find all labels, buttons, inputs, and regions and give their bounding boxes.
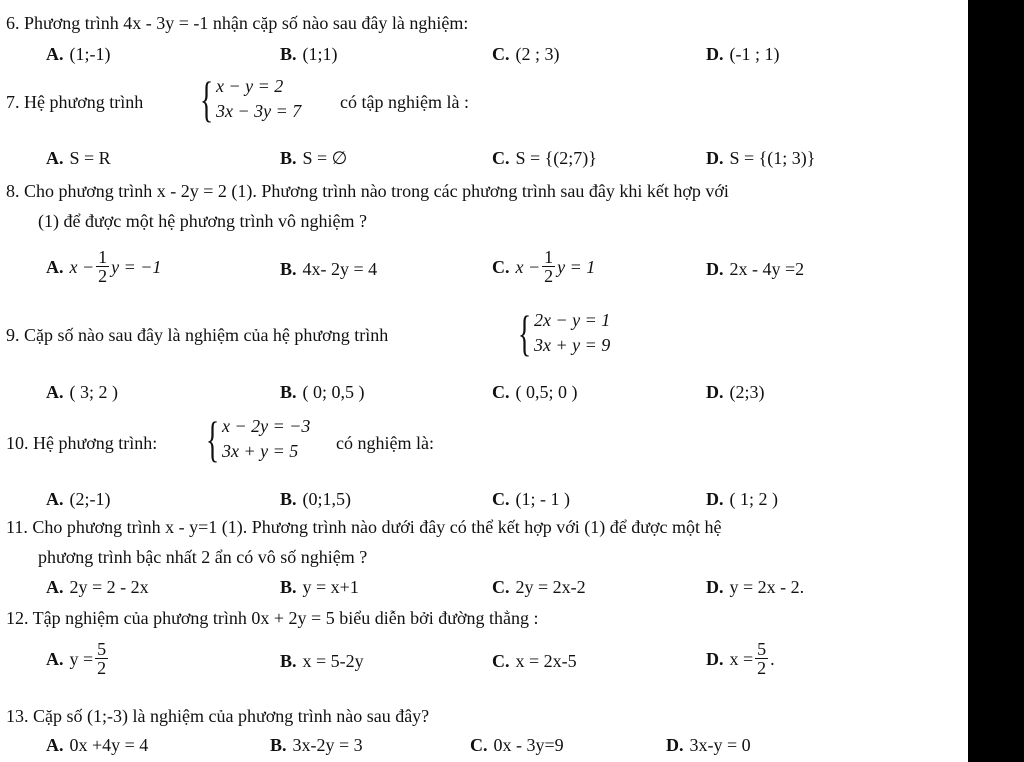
option-text: x = 2x-5	[515, 651, 577, 671]
q11-option-c[interactable]	[492, 576, 586, 598]
question-11-continued: phương trình bậc nhất 2 ẩn có vô số nghiệm ?	[38, 547, 368, 567]
option-text: S = {(1; 3)}	[729, 148, 816, 168]
option-text: (1; - 1 )	[515, 489, 570, 509]
q11-option-d[interactable]	[706, 576, 804, 598]
option-letter: C.	[492, 651, 510, 671]
expr-prefix: x −	[69, 256, 95, 277]
denominator: 2	[98, 266, 108, 286]
q9-option-d[interactable]	[706, 381, 765, 403]
option-letter: B.	[280, 382, 297, 402]
expr-prefix: x =	[729, 648, 754, 669]
expr-suffix: y = 1	[557, 256, 596, 277]
option-letter: A.	[46, 382, 64, 402]
fraction	[95, 640, 108, 677]
fraction	[542, 248, 555, 285]
option-text: 3x-y = 0	[689, 735, 751, 755]
equation-line: x − y = 2	[216, 76, 284, 96]
option-text: S = ∅	[302, 148, 348, 168]
question-11: 11. Cho phương trình x - y=1 (1). Phương trình nào dưới đây có thể kết hợp với (1) để được một hệ	[6, 517, 722, 537]
q10-option-b[interactable]	[280, 488, 351, 510]
option-text: 0x - 3y=9	[493, 735, 564, 755]
option-text: y = x+1	[302, 577, 359, 597]
q9-option-b[interactable]	[280, 381, 365, 403]
option-letter: A.	[46, 735, 64, 755]
question-8-continued: (1) để được một hệ phương trình vô nghiệm ?	[38, 211, 367, 231]
q13-option-b[interactable]	[270, 734, 363, 756]
brace-symbol: {	[200, 71, 214, 127]
option-letter: B.	[280, 489, 297, 509]
option-text: 0x +4y = 4	[69, 735, 149, 755]
expr-prefix: x −	[515, 256, 541, 277]
numerator: 5	[97, 639, 107, 659]
numerator: 1	[544, 247, 554, 267]
option-letter: A.	[46, 44, 64, 64]
q12-option-c[interactable]	[492, 650, 577, 672]
option-letter: C.	[492, 256, 510, 277]
option-letter: A.	[46, 148, 64, 168]
option-text: S = {(2;7)}	[515, 148, 597, 168]
q11-option-b[interactable]	[280, 576, 359, 598]
option-text: ( 0; 0,5 )	[302, 382, 365, 402]
q8-option-a[interactable]	[46, 248, 161, 285]
q7-option-b[interactable]	[280, 147, 347, 169]
q12-option-a[interactable]	[46, 640, 110, 677]
option-letter: C.	[492, 577, 510, 597]
option-text: x = 5-2y	[302, 651, 364, 671]
option-letter: B.	[280, 44, 297, 64]
q12-option-b[interactable]	[280, 650, 364, 672]
option-text: (2;-1)	[69, 489, 111, 509]
q10-equation-system	[206, 411, 311, 467]
question-7-suffix: có tập nghiệm là :	[340, 92, 469, 112]
option-letter: A.	[46, 648, 64, 669]
equation-line: 3x + y = 5	[222, 441, 299, 461]
option-letter: C.	[492, 489, 510, 509]
denominator: 2	[757, 658, 767, 678]
numerator: 1	[98, 247, 108, 267]
option-text: (-1 ; 1)	[729, 44, 780, 64]
option-text: ( 1; 2 )	[729, 489, 778, 509]
option-letter: C.	[492, 148, 510, 168]
fraction	[755, 640, 768, 677]
question-7: 7. Hệ phương trình	[6, 92, 144, 112]
option-letter: D.	[706, 577, 724, 597]
q6-option-b[interactable]	[280, 43, 338, 65]
fraction	[96, 248, 109, 285]
option-letter: D.	[706, 489, 724, 509]
option-text: 4x- 2y = 4	[302, 259, 378, 279]
option-letter: A.	[46, 256, 64, 277]
q13-option-a[interactable]	[46, 734, 148, 756]
option-letter: C.	[492, 44, 510, 64]
option-letter: B.	[280, 651, 297, 671]
option-text: 3x-2y = 3	[292, 735, 363, 755]
option-text: 2y = 2x-2	[515, 577, 586, 597]
q10-option-d[interactable]	[706, 488, 778, 510]
option-letter: D.	[706, 259, 724, 279]
option-letter: B.	[280, 148, 297, 168]
equation-line: 2x − y = 1	[534, 310, 611, 330]
option-text: 2y = 2 - 2x	[69, 577, 149, 597]
option-letter: D.	[706, 44, 724, 64]
q6-option-c[interactable]	[492, 43, 560, 65]
q8-option-c[interactable]	[492, 248, 595, 285]
question-10: 10. Hệ phương trình:	[6, 433, 158, 453]
option-letter: A.	[46, 577, 64, 597]
option-letter: D.	[706, 648, 724, 669]
expr-suffix: .	[770, 648, 775, 669]
q10-option-c[interactable]	[492, 488, 570, 510]
q7-equation-system	[200, 71, 302, 127]
q9-option-c[interactable]	[492, 381, 578, 403]
option-letter: D.	[706, 148, 724, 168]
option-text: S = R	[69, 148, 111, 168]
denominator: 2	[97, 658, 107, 678]
option-letter: D.	[706, 382, 724, 402]
option-letter: C.	[470, 735, 488, 755]
q7-option-a[interactable]	[46, 147, 111, 169]
q13-option-d[interactable]	[666, 734, 751, 756]
q8-option-b[interactable]	[280, 258, 377, 280]
question-8: 8. Cho phương trình x - 2y = 2 (1). Phương trình nào trong các phương trình sau đây khi kết hợp với	[6, 181, 729, 201]
equation-line: x − 2y = −3	[222, 416, 311, 436]
denominator: 2	[544, 266, 554, 286]
option-text: ( 3; 2 )	[69, 382, 118, 402]
equation-line: 3x − 3y = 7	[216, 101, 302, 121]
q9-equation-system	[518, 305, 611, 361]
question-10-suffix: có nghiệm là:	[336, 433, 434, 453]
option-text: (1;1)	[302, 44, 338, 64]
question-6: 6. Phương trình 4x - 3y = -1 nhận cặp số nào sau đây là nghiệm:	[6, 13, 469, 33]
option-letter: D.	[666, 735, 684, 755]
q13-option-c[interactable]	[470, 734, 564, 756]
equation-line: 3x + y = 9	[534, 335, 611, 355]
expr-prefix: y =	[69, 648, 94, 669]
brace-symbol: {	[518, 305, 532, 361]
q8-option-d[interactable]	[706, 258, 804, 280]
question-9: 9. Cặp số nào sau đây là nghiệm của hệ phương trình	[6, 325, 389, 345]
question-13: 13. Cặp số (1;-3) là nghiệm của phương trình nào sau đây?	[6, 706, 430, 726]
option-text: (2 ; 3)	[515, 44, 560, 64]
question-12: 12. Tập nghiệm của phương trình 0x + 2y = 5 biểu diễn bởi đường thẳng :	[6, 608, 539, 628]
q10-option-a[interactable]	[46, 488, 110, 510]
option-text: 2x - 4y =2	[729, 259, 805, 279]
option-text: (0;1,5)	[302, 489, 352, 509]
numerator: 5	[757, 639, 767, 659]
q7-option-c[interactable]	[492, 147, 597, 169]
option-text: y = 2x - 2.	[729, 577, 805, 597]
brace-symbol: {	[206, 411, 220, 467]
option-letter: C.	[492, 382, 510, 402]
q11-option-a[interactable]	[46, 576, 149, 598]
option-letter: B.	[270, 735, 287, 755]
option-letter: A.	[46, 489, 64, 509]
option-text: (1;-1)	[69, 44, 111, 64]
expr-suffix: y = −1	[111, 256, 162, 277]
q12-option-d[interactable]	[706, 640, 775, 677]
option-text: (2;3)	[729, 382, 765, 402]
option-letter: B.	[280, 259, 297, 279]
option-letter: B.	[280, 577, 297, 597]
q7-option-d[interactable]	[706, 147, 815, 169]
q9-option-a[interactable]	[46, 381, 118, 403]
option-text: ( 0,5; 0 )	[515, 382, 578, 402]
q6-option-a[interactable]	[46, 43, 110, 65]
q6-option-d[interactable]	[706, 43, 779, 65]
